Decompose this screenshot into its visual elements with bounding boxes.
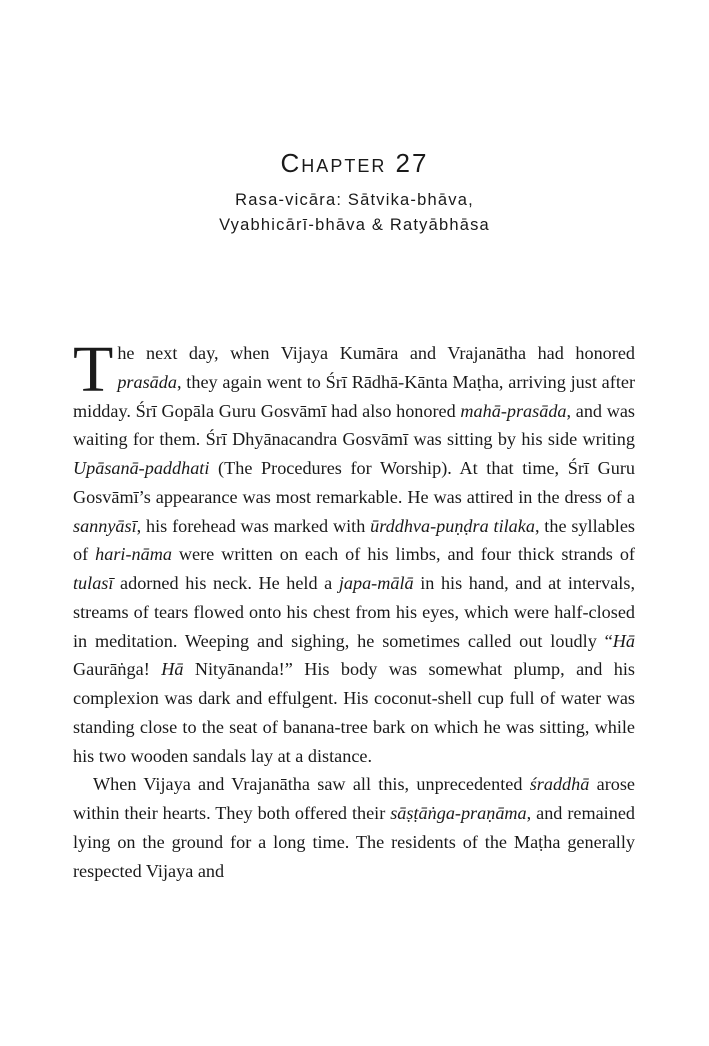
italic-term: Hā (612, 630, 635, 651)
drop-cap: T (73, 333, 114, 406)
italic-term: sāṣṭāṅga-praṇāma (390, 803, 527, 823)
italic-term: Hā (161, 659, 184, 680)
paragraph-2-text: When Vijaya and Vrajanātha saw all this, unprecedented śraddhā arose within their hearts. They both offered their sāṣṭāṅga-praṇāma, and remained lying on the ground for a long time. The residents of the Maṭha generally respected Vijaya and (73, 774, 636, 881)
italic-term: hari-nāma (95, 544, 172, 565)
paragraph-2 (73, 770, 635, 885)
italic-term: Upāsanā-paddhati (73, 458, 210, 478)
chapter-title: Chapter 27 (280, 148, 429, 178)
italic-term: śraddhā (529, 774, 590, 795)
italic-term: sannyāsī (73, 515, 137, 536)
body-text (73, 333, 636, 885)
italic-term: japa-mālā (338, 573, 414, 593)
italic-term: prasāda (117, 371, 177, 392)
paragraph-1-text: he next day, when Vijaya Kumāra and Vrajanātha had honored prasāda, they again went to Śrī Rādhā-Kānta Maṭha, arriving just after midday. Śrī Gopāla Guru Gosvāmī had also honored mahā-prasāda, and was waiting for them. Śrī Dhyānacandra Gosvāmī was sitting by his side writing Upāsanā-paddhati (The Procedures for Worship). At that time, Śrī Guru Gosvāmī’s appearance was most remarkable. He was attired in the dress of a sannyāsī, his forehead was marked with ūrddhva-puṇḍra tilaka, the syllables of hari-nāma were written on each of his limbs, and four thick strands of tulasī adorned his neck. He held a japa-mālā in his hand, and at intervals, streams of tears flowed onto his chest from his eyes, which were half-closed in meditation. Weeping and sighing, he sometimes called out loudly “Hā Gaurāṅga! Hā Nityānanda!” His body was somewhat plump, and his complexion was dark and effulgent. His coconut-shell cup full of water was standing close to the seat of banana-tree bark on which he was sitting, while his two wooden sandals lay at a distance. (73, 343, 635, 766)
italic-term: ūrddhva-puṇḍra tilaka (370, 515, 535, 536)
italic-term: tulasī (73, 573, 114, 593)
chapter-subtitle-line-2: Vyabhicārī-bhāva & Ratyābhāsa (219, 216, 490, 234)
italic-term: mahā-prasāda (460, 400, 567, 421)
paragraph-1 (73, 333, 635, 770)
chapter-subtitle (0, 188, 709, 238)
chapter-subtitle-line-1: Rasa-vicāra: Sātvika-bhāva, (235, 191, 474, 209)
chapter-header (0, 146, 709, 238)
